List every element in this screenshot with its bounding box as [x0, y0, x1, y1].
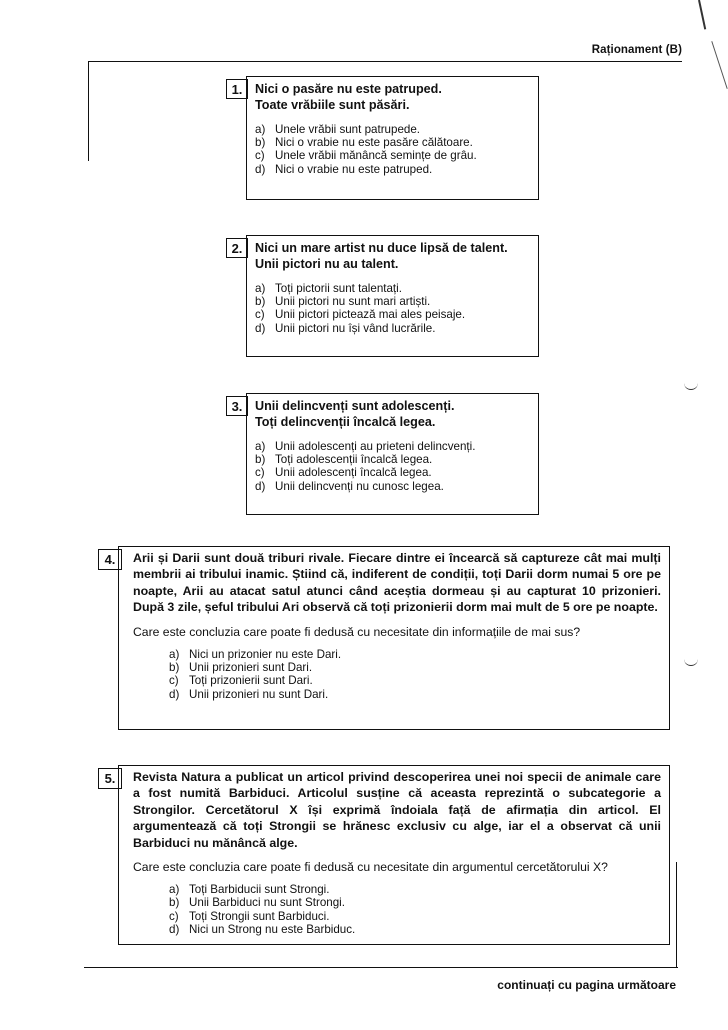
option-text: Unii delincvenți nu cunosc legea. [275, 479, 444, 493]
option-text: Nici o vrabie nu este pasăre călătoare. [275, 136, 473, 150]
premise: Revista Natura a publicat un articol privind descoperirea unei noi specii de animale care a fost numită Barbiduci. Articolul susține că aceasta reprezintă o subcategorie a Strongilor. Cercetătorul X își exprimă îndoiala față de afirmația din articol. El argumentează că toți Strongii se hrănesc exclusiv cu alge, iar el a observat că unii Barbiduci nu mănâncă alge. [133, 770, 661, 850]
option-text: Unii prizonieri sunt Dari. [189, 661, 313, 675]
continue-note: continuați cu pagina următoare [497, 978, 676, 992]
option-letter: a) [169, 883, 180, 897]
premise: Toți delincvenții încalcă legea. [255, 415, 436, 429]
question-4-box [118, 546, 670, 730]
scan-mark [684, 659, 698, 666]
answer-options [169, 883, 661, 937]
question-number: 5. [98, 768, 122, 789]
premise: Arii și Darii sunt două triburi rivale. Fiecare dintre ei încearcă să captureze cât mai mulți membrii ai tribului inamic. Știind că, indiferent de condiții, toți Darii dorm numai 5 ore pe noapte, Arii au atacat satul atunci când aceștia dormeau și au capturat 10 prizonieri. După 3 zile, șeful tribului Ari observă că toți prizonierii dorm mai mult de 5 ore pe noapte. [133, 551, 661, 615]
answer-option[interactable] [169, 883, 661, 896]
question-3-box [246, 393, 539, 515]
option-text: Unii adolescenți au prieteni delincvenți. [275, 440, 476, 453]
option-letter: c) [255, 466, 265, 480]
option-letter: d) [169, 923, 180, 937]
option-text: Unele vrăbii mănâncă semințe de grâu. [275, 149, 477, 163]
option-letter: a) [255, 282, 266, 295]
answer-option[interactable] [255, 440, 532, 453]
option-letter: b) [255, 453, 266, 467]
answer-option[interactable] [255, 480, 532, 493]
option-letter: a) [169, 647, 180, 661]
option-text: Unii pictori nu sunt mari artiști. [275, 295, 431, 309]
footer-rule [84, 967, 678, 968]
question-prompt: Care este concluzia care poate fi dedusă cu necesitate din argumentul cercetătorului X? [133, 860, 608, 875]
answer-option[interactable] [255, 308, 532, 321]
option-text: Unii pictori pictează mai ales peisaje. [275, 308, 466, 322]
option-text: Toți Strongii sunt Barbiduci. [189, 909, 330, 923]
section-title: Raționament (B) [591, 44, 682, 56]
answer-option[interactable] [255, 453, 532, 466]
scan-mark [711, 41, 727, 89]
answer-options [255, 282, 532, 335]
answer-option[interactable] [169, 661, 661, 674]
option-letter: c) [169, 674, 179, 688]
margin-rule [88, 61, 89, 161]
premise: Unii delincvenți sunt adolescenți. [255, 399, 455, 413]
option-text: Unii prizonieri nu sunt Dari. [189, 687, 329, 701]
premise: Nici o pasăre nu este patruped. [255, 82, 442, 96]
answer-option[interactable] [169, 648, 661, 661]
option-letter: b) [169, 896, 180, 910]
option-letter: d) [255, 321, 266, 335]
answer-option[interactable] [255, 295, 532, 308]
option-text: Toți pictorii sunt talentați. [275, 282, 402, 295]
option-letter: b) [169, 661, 180, 675]
premise: Nici un mare artist nu duce lipsă de talent. [255, 241, 508, 255]
question-number: 4. [98, 549, 122, 570]
option-letter: b) [255, 295, 266, 309]
premise: Toate vrăbiile sunt păsări. [255, 98, 410, 112]
question-2-box [246, 235, 539, 357]
question-5-box [118, 765, 670, 945]
answer-option[interactable] [255, 282, 532, 295]
question-1-box [246, 76, 539, 200]
option-letter: c) [169, 909, 179, 923]
option-text: Unii adolescenți încalcă legea. [275, 466, 432, 480]
answer-options [255, 123, 532, 176]
option-text: Toți adolescenții încalcă legea. [275, 453, 433, 467]
option-letter: a) [255, 123, 266, 136]
answer-option[interactable] [255, 466, 532, 479]
option-text: Unele vrăbii sunt patrupede. [275, 123, 421, 136]
option-text: Nici o vrabie nu este patruped. [275, 162, 433, 176]
question-prompt: Care este concluzia care poate fi dedusă cu necesitate din informațiile de mai sus? [133, 624, 581, 639]
option-letter: d) [169, 687, 180, 701]
option-letter: c) [255, 308, 265, 322]
option-letter: d) [255, 479, 266, 493]
question-number: 1. [226, 79, 248, 99]
answer-options [169, 648, 661, 702]
answer-option[interactable] [169, 910, 661, 923]
answer-option[interactable] [255, 163, 532, 176]
scan-mark [684, 383, 698, 390]
answer-option[interactable] [169, 923, 661, 936]
option-letter: d) [255, 162, 266, 176]
answer-option[interactable] [255, 322, 532, 335]
option-letter: a) [255, 440, 266, 453]
scan-mark [698, 0, 706, 30]
option-text: Unii Barbiduci nu sunt Strongi. [189, 896, 345, 910]
answer-option[interactable] [169, 674, 661, 687]
option-text: Nici un prizonier nu este Dari. [189, 647, 342, 661]
header-rule [88, 61, 682, 62]
option-text: Nici un Strong nu este Barbiduc. [189, 923, 356, 937]
answer-option[interactable] [255, 123, 532, 136]
option-text: Toți prizonierii sunt Dari. [189, 674, 313, 688]
option-text: Toți Barbiducii sunt Strongi. [189, 883, 330, 897]
option-letter: c) [255, 149, 265, 163]
question-number: 2. [226, 238, 248, 258]
answer-option[interactable] [255, 149, 532, 162]
option-letter: b) [255, 136, 266, 150]
answer-option[interactable] [169, 688, 661, 701]
answer-option[interactable] [169, 896, 661, 909]
question-number: 3. [226, 396, 248, 416]
premise: Unii pictori nu au talent. [255, 257, 399, 271]
option-text: Unii pictori nu își vând lucrările. [275, 321, 436, 335]
margin-rule [676, 862, 677, 968]
answer-options [255, 440, 532, 493]
answer-option[interactable] [255, 136, 532, 149]
